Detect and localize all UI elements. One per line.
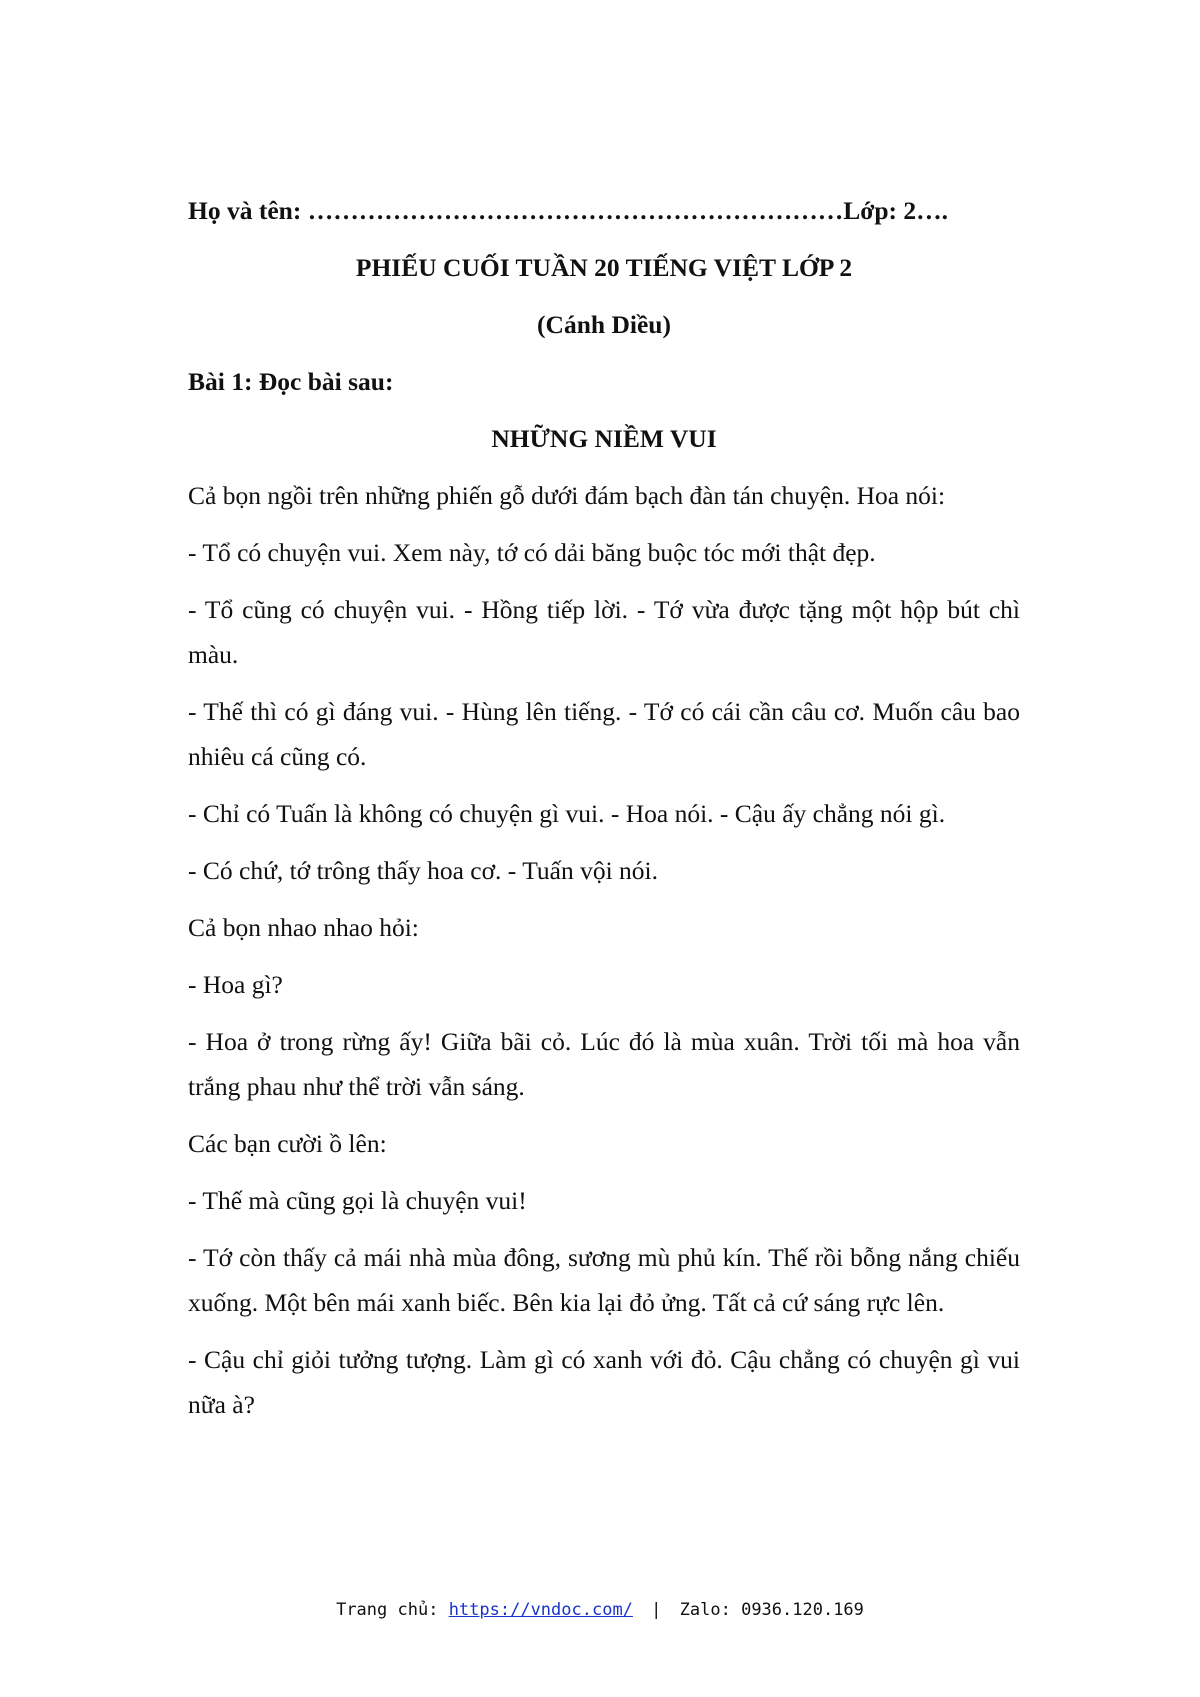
story-paragraph: - Tổ có chuyện vui. Xem này, tớ có dải băng buộc tóc mới thật đẹp.: [188, 538, 876, 567]
story-paragraph: - Thế thì có gì đáng vui. - Hùng lên tiếng. - Tớ có cái cần câu cơ. Muốn câu bao nhiêu cá cũng có.: [188, 697, 1020, 771]
story-paragraph: - Thế mà cũng gọi là chuyện vui!: [188, 1186, 527, 1215]
story-paragraph: - Có chứ, tớ trông thấy hoa cơ. - Tuấn vội nói.: [188, 856, 659, 885]
worksheet-title: PHIẾU CUỐI TUẦN 20 TIẾNG VIỆT LỚP 2: [355, 253, 853, 282]
name-blank: ………………………………………………………: [307, 196, 844, 225]
story-paragraph: - Hoa gì?: [188, 970, 283, 999]
story-paragraph: - Tớ còn thấy cả mái nhà mùa đông, sương mù phủ kín. Thế rồi bỗng nắng chiếu xuống. Một bên mái xanh biếc. Bên kia lại đỏ ửng. Tất cả cứ sáng rực lên.: [188, 1243, 1020, 1317]
story-paragraph: Các bạn cười ồ lên:: [188, 1129, 387, 1158]
story-paragraph: Cả bọn ngồi trên những phiến gỗ dưới đám bạch đàn tán chuyện. Hoa nói:: [188, 481, 946, 510]
story-paragraph: - Chỉ có Tuấn là không có chuyện gì vui. - Hoa nói. - Cậu ấy chẳng nói gì.: [188, 799, 946, 828]
story-title: NHỮNG NIỀM VUI: [491, 424, 717, 453]
exercise-heading: Bài 1: Đọc bài sau:: [188, 367, 394, 396]
class-label: Lớp: 2….: [843, 196, 949, 225]
footer-zalo: Zalo: 0936.120.169: [679, 1600, 864, 1620]
story-paragraph: - Tổ cũng có chuyện vui. - Hồng tiếp lời. - Tớ vừa được tặng một hộp bút chì màu.: [188, 595, 1020, 669]
footer-home-label: Trang chủ:: [336, 1600, 439, 1620]
name-label: Họ và tên:: [188, 196, 302, 225]
story-paragraph: Cả bọn nhao nhao hỏi:: [188, 913, 419, 942]
story-paragraph: - Cậu chỉ giỏi tưởng tượng. Làm gì có xanh với đỏ. Cậu chẳng có chuyện gì vui nữa à?: [188, 1345, 1020, 1419]
story-paragraph: - Hoa ở trong rừng ấy! Giữa bãi cỏ. Lúc đó là mùa xuân. Trời tối mà hoa vẫn trắng phau như thể trời vẫn sáng.: [188, 1027, 1020, 1101]
footer-home-link[interactable]: https://vndoc.com/: [448, 1600, 633, 1620]
student-info-line: [188, 188, 1020, 233]
document-content: [188, 188, 1020, 1439]
worksheet-subtitle: (Cánh Diều): [537, 310, 671, 339]
story-body: [188, 473, 1020, 1427]
footer-separator: |: [651, 1600, 662, 1620]
page-footer: [0, 1600, 1200, 1620]
